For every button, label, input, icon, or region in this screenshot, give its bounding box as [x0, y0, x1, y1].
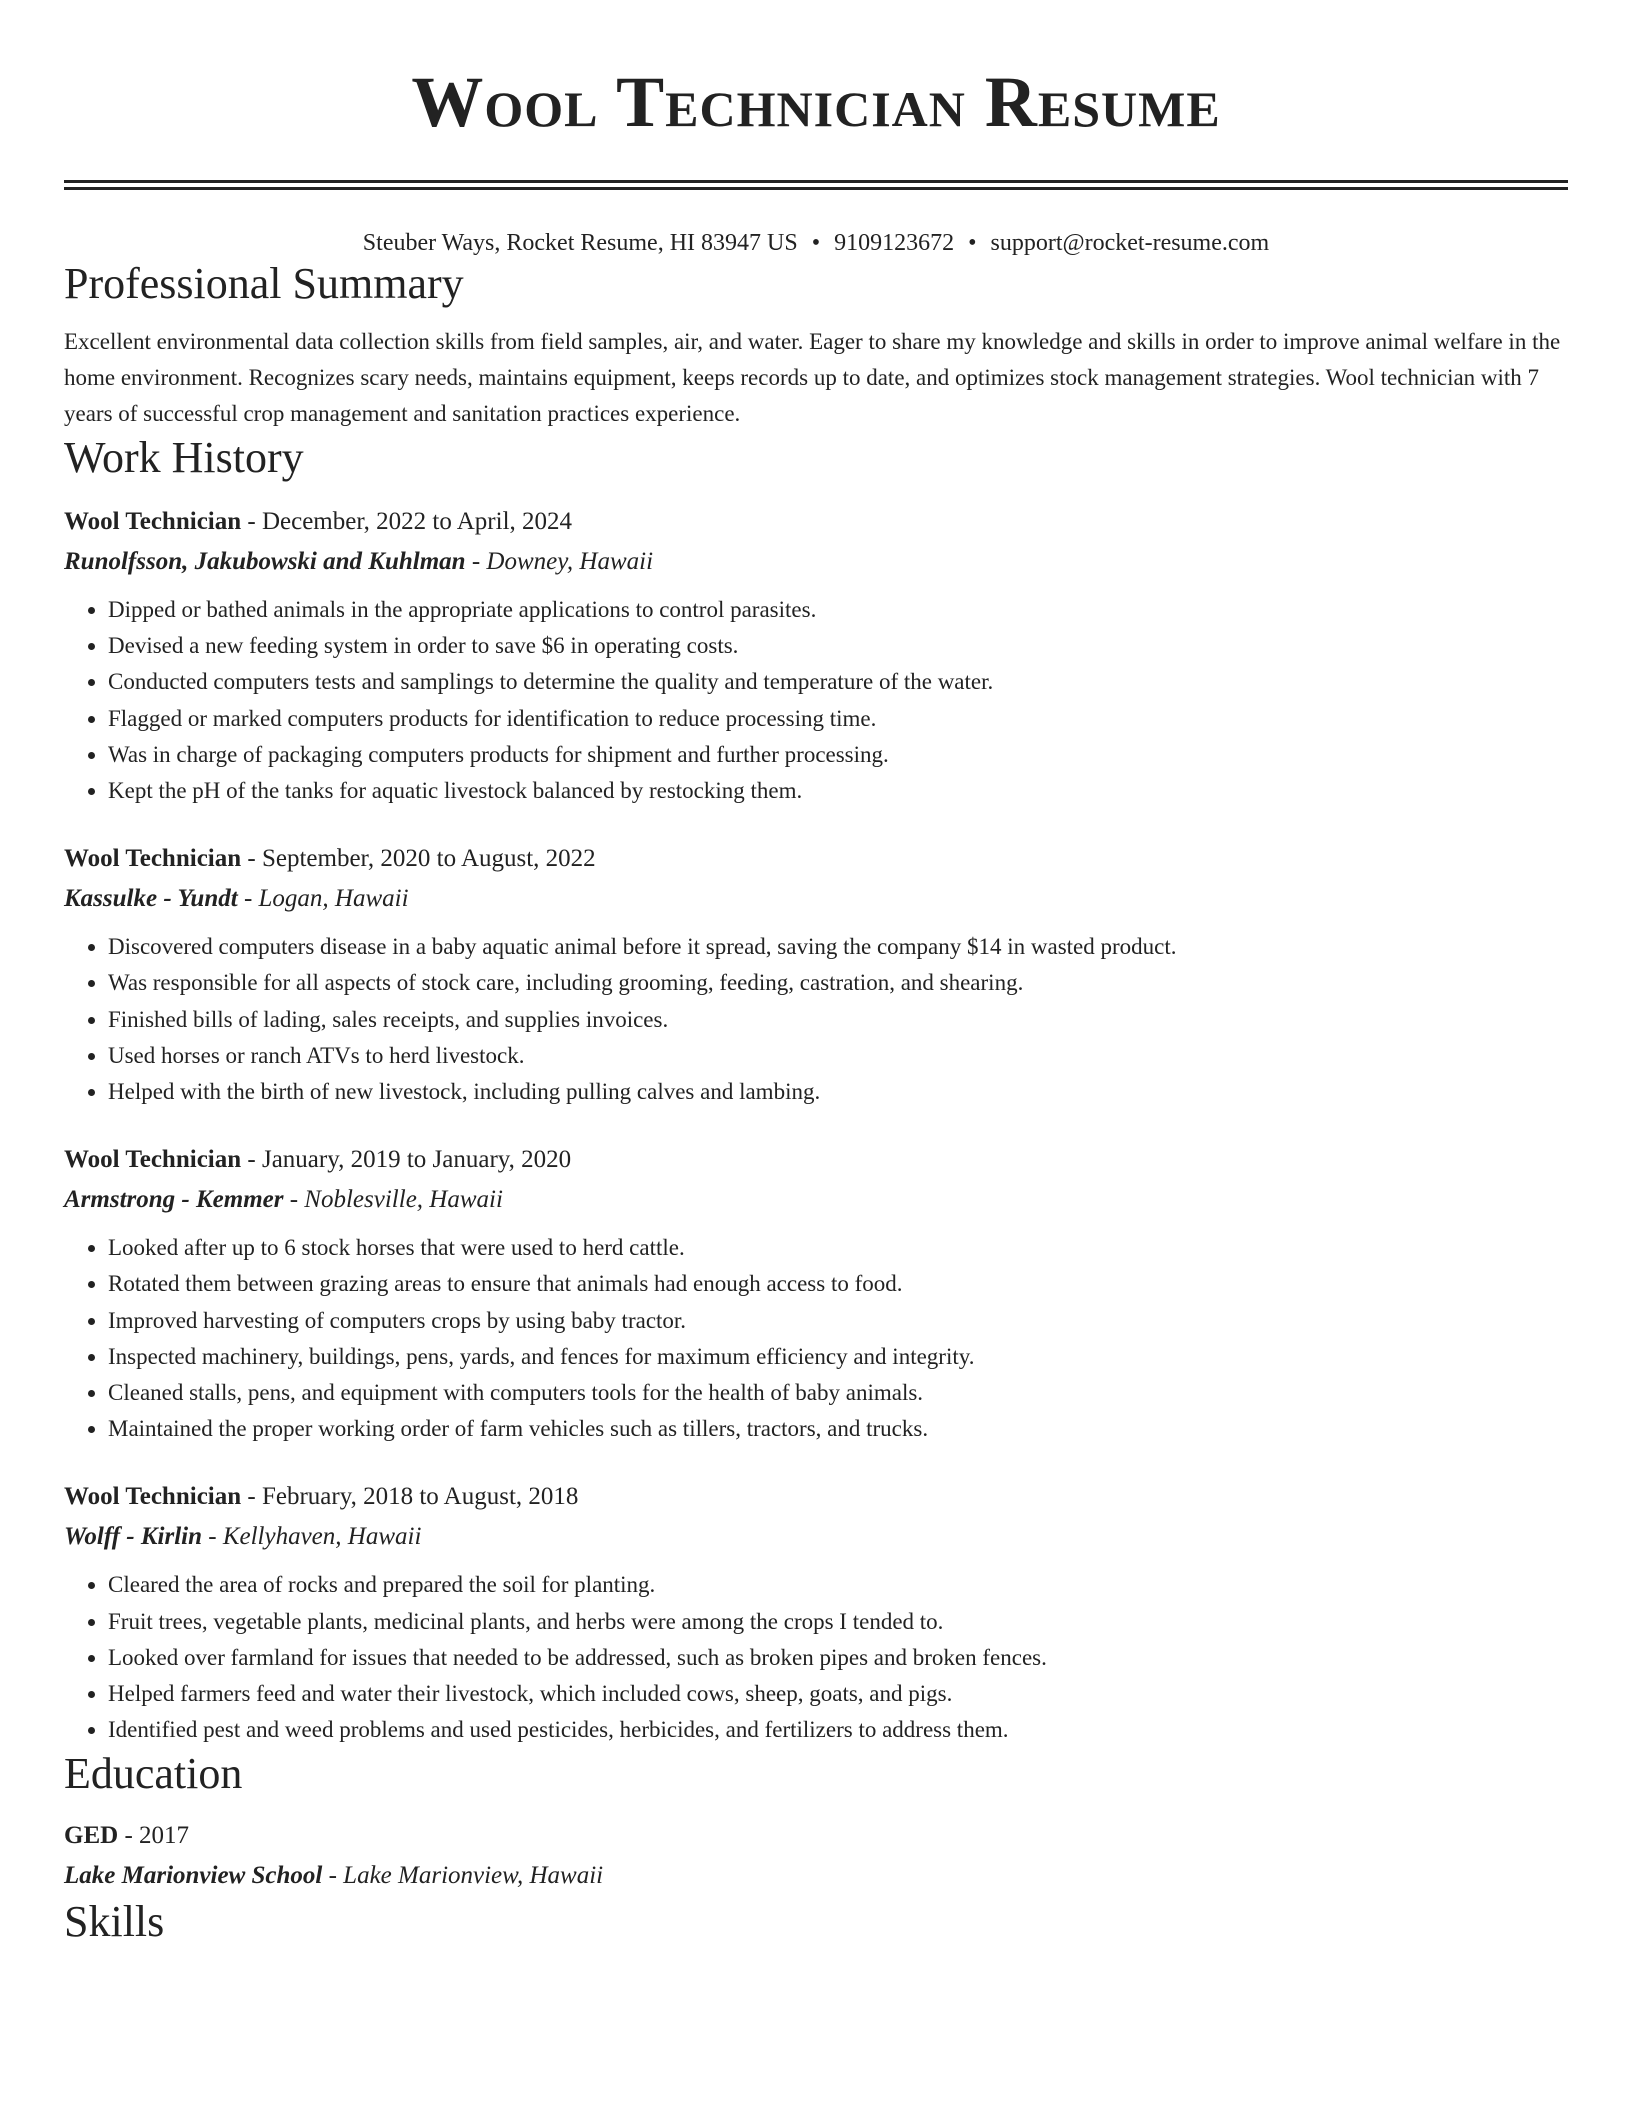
contact-separator: •	[811, 230, 821, 256]
job-bullet: • Fruit trees, vegetable plants, medicinal plants, and herbs were among the crops I tended to.	[108, 1604, 1568, 1640]
job-company-line	[64, 542, 1568, 582]
resume-title: Wool Technician Resume	[411, 62, 1221, 142]
job-title-line	[64, 839, 1568, 879]
job-bullet: • Was in charge of packaging computers products for shipment and further processing.	[108, 737, 1568, 773]
education-degree: GED	[64, 1822, 119, 1850]
contact-phone: 9109123672	[834, 230, 955, 256]
job-location: - Downey, Hawaii	[465, 548, 654, 575]
job-entry	[64, 502, 1568, 809]
education-location: - Lake Marionview, Hawaii	[322, 1862, 604, 1890]
job-company: Wolff - Kirlin	[64, 1523, 202, 1551]
job-bullets	[64, 1567, 1568, 1748]
job-entry	[64, 1477, 1568, 1748]
job-bullet: • Devised a new feeding system in order to save $6 in operating costs.	[108, 628, 1568, 664]
summary-heading: Professional Summary	[64, 259, 464, 308]
job-location: - Logan, Hawaii	[237, 885, 409, 913]
job-bullets	[64, 929, 1568, 1110]
contact-line	[64, 228, 1568, 258]
job-role: Wool Technician	[64, 1146, 242, 1174]
job-company: Kassulke - Yundt	[64, 885, 238, 913]
contact-email: support@rocket-resume.com	[990, 230, 1270, 256]
job-bullet: • Flagged or marked computers products for identification to reduce processing time.	[108, 701, 1568, 737]
job-location: - Noblesville, Hawaii	[283, 1186, 503, 1214]
job-dates: - January, 2019 to January, 2020	[241, 1146, 572, 1174]
job-bullet: • Dipped or bathed animals in the appropriate applications to control parasites.	[108, 592, 1568, 628]
job-company: Runolfsson, Jakubowski and Kuhlman	[64, 548, 466, 575]
job-bullet: • Inspected machinery, buildings, pens, yards, and fences for maximum efficiency and integrity.	[108, 1339, 1568, 1375]
job-bullet: • Used horses or ranch ATVs to herd livestock.	[108, 1038, 1568, 1074]
contact-address: Steuber Ways, Rocket Resume, HI 83947 US	[362, 230, 798, 256]
education-year: - 2017	[118, 1822, 190, 1850]
job-company-line	[64, 1517, 1568, 1557]
job-bullet: • Cleaned stalls, pens, and equipment with computers tools for the health of baby animals.	[108, 1375, 1568, 1411]
job-role: Wool Technician	[64, 845, 242, 873]
job-dates: - September, 2020 to August, 2022	[241, 845, 596, 873]
education-school: Lake Marionview School	[64, 1862, 323, 1890]
job-bullet: • Discovered computers disease in a baby aquatic animal before it spread, saving the company $14 in wasted product.	[108, 929, 1568, 965]
education-school-line	[64, 1856, 1568, 1896]
job-bullets	[64, 592, 1568, 809]
job-bullet: • Conducted computers tests and samplings to determine the quality and temperature of the water.	[108, 664, 1568, 700]
job-dates: - December, 2022 to April, 2024	[241, 508, 573, 535]
job-title-line	[64, 1140, 1568, 1180]
contact-separator: •	[968, 230, 977, 256]
job-bullet: • Looked after up to 6 stock horses that were used to herd cattle.	[108, 1230, 1568, 1266]
job-title-line	[64, 502, 1568, 542]
job-title-line	[64, 1477, 1568, 1517]
job-location: - Kellyhaven, Hawaii	[202, 1523, 422, 1551]
job-entry	[64, 1140, 1568, 1447]
job-bullet: • Maintained the proper working order of farm vehicles such as tillers, tractors, and trucks.	[108, 1411, 1568, 1447]
job-role: Wool Technician	[64, 1483, 242, 1511]
education-degree-line	[64, 1816, 1568, 1856]
job-entry	[64, 839, 1568, 1110]
education-heading: Education	[64, 1749, 243, 1799]
job-bullet: • Finished bills of lading, sales receipts, and supplies invoices.	[108, 1002, 1568, 1038]
title-double-rule	[64, 180, 1568, 190]
job-bullet: • Identified pest and weed problems and used pesticides, herbicides, and fertilizers to address them.	[108, 1712, 1568, 1748]
job-bullet: • Helped farmers feed and water their livestock, which included cows, sheep, goats, and pigs.	[108, 1676, 1568, 1712]
education-entry	[64, 1816, 1568, 1896]
job-bullet: • Rotated them between grazing areas to ensure that animals had enough access to food.	[108, 1266, 1568, 1302]
job-company-line	[64, 879, 1568, 919]
job-bullet: • Helped with the birth of new livestock, including pulling calves and lambing.	[108, 1074, 1568, 1110]
job-dates: - February, 2018 to August, 2018	[241, 1483, 579, 1511]
job-bullet: • Kept the pH of the tanks for aquatic livestock balanced by restocking them.	[108, 773, 1568, 809]
job-role: Wool Technician	[64, 508, 242, 535]
job-bullet: • Improved harvesting of computers crops by using baby tractor.	[108, 1303, 1568, 1339]
summary-text: Excellent environmental data collection skills from field samples, air, and water. Eager to share my knowledge and skills in order to improve animal welfare in the home environment. Recognizes scary needs, maintains equipment, keeps records up to date, and optimizes stock management strategies. Wool technician with 7 years of successful crop management and sanitation practices experience.	[64, 329, 1561, 426]
job-bullet: • Looked over farmland for issues that needed to be addressed, such as broken pipes and broken fences.	[108, 1640, 1568, 1676]
work-history-heading: Work History	[64, 433, 304, 482]
job-company: Armstrong - Kemmer	[64, 1186, 284, 1214]
job-bullet: • Was responsible for all aspects of stock care, including grooming, feeding, castration, and shearing.	[108, 965, 1568, 1001]
job-company-line	[64, 1180, 1568, 1220]
job-bullet: • Cleared the area of rocks and prepared the soil for planting.	[108, 1567, 1568, 1603]
skills-heading: Skills	[64, 1897, 165, 1947]
job-bullets	[64, 1230, 1568, 1447]
